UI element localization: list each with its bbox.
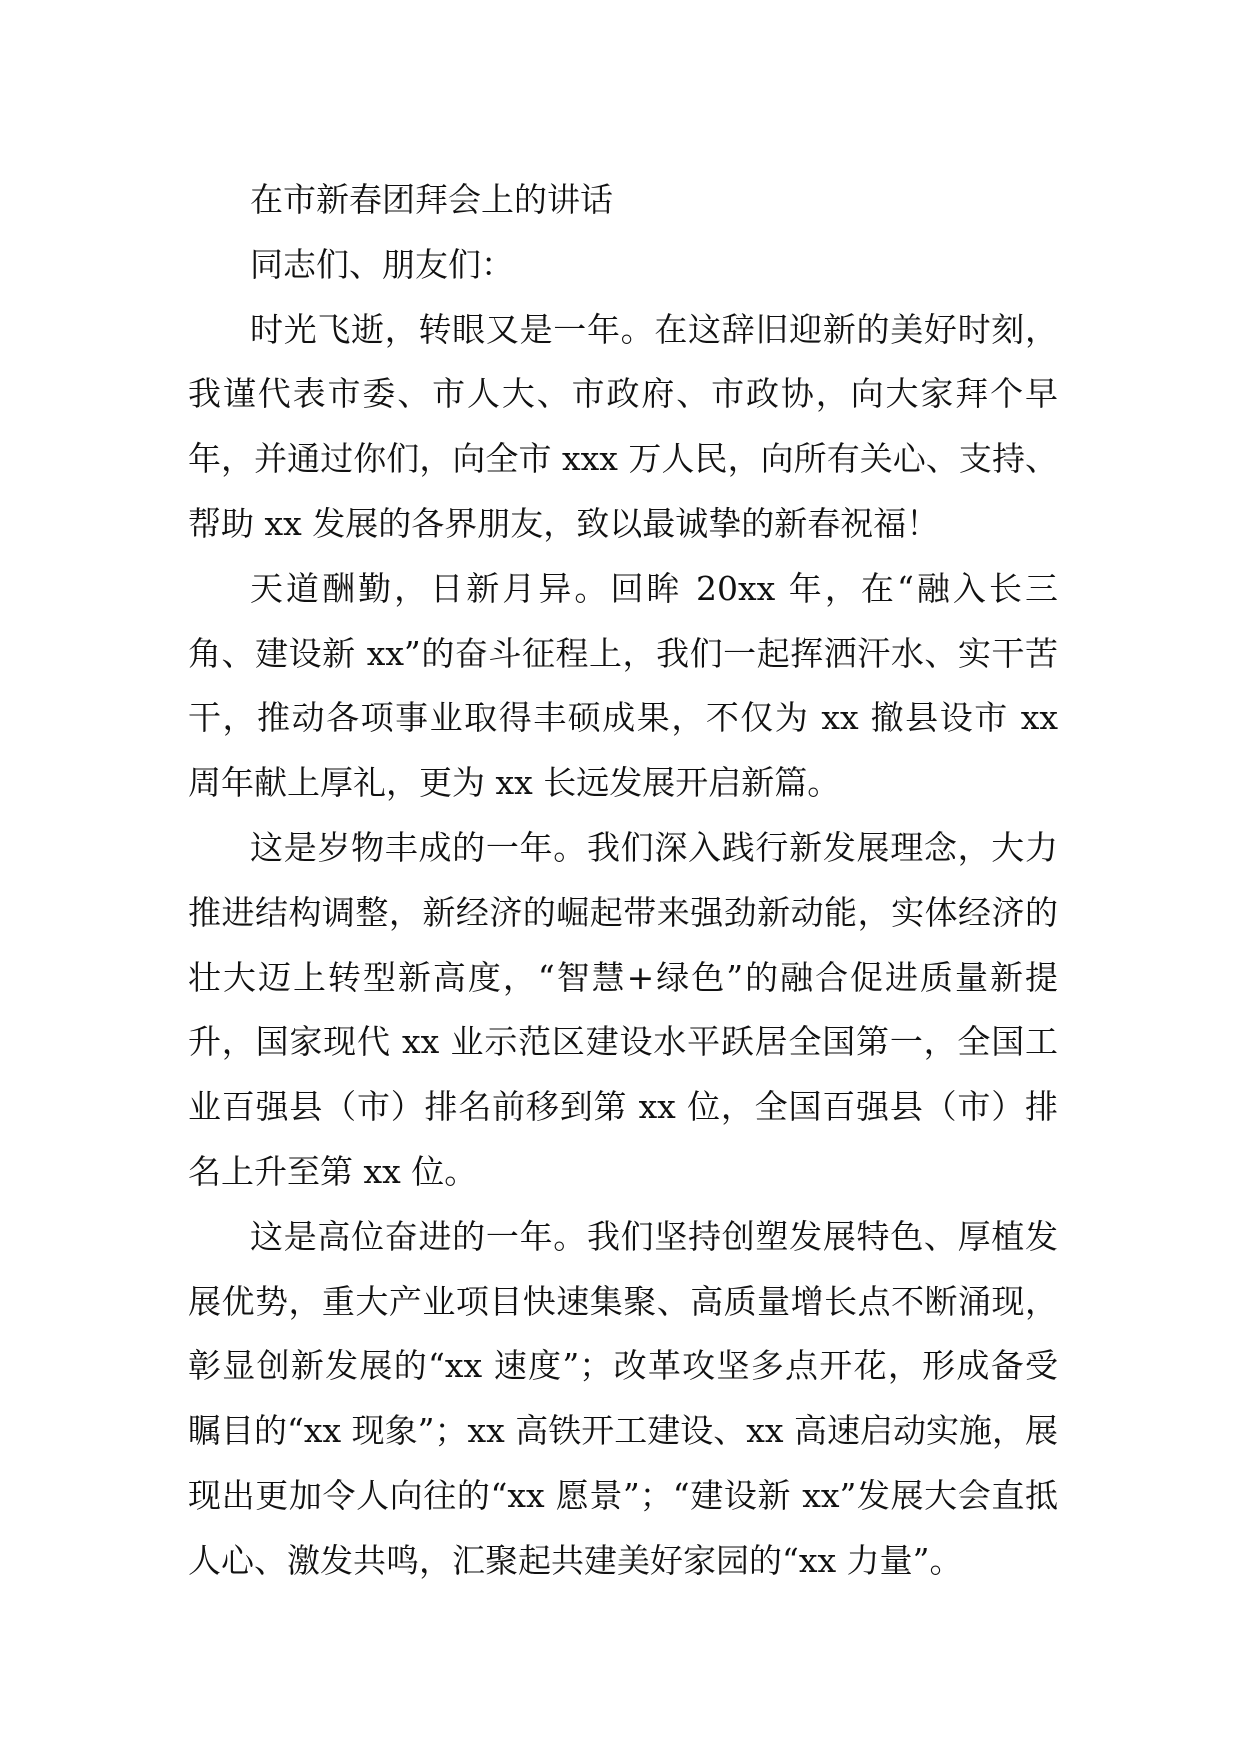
paragraph-2: 天道酬勤，日新月异。回眸 20xx 年，在“融入长三角、建设新 xx”的奋斗征程上，我们一起挥洒汗水、实干苦干，推动各项事业取得丰硕成果，不仅为 xx 撤县设市 xx 周年献上厚礼，更为 xx 长远发展开启新篇。 (188, 568, 1058, 803)
salutation: 同志们、朋友们： (250, 244, 514, 284)
paragraph-4: 这是高位奋进的一年。我们坚持创塑发展特色、厚植发展优势，重大产业项目快速集聚、高质量增长点不断涌现，彰显创新发展的“xx 速度”；改革攻坚多点开花，形成备受瞩目的“xx 现象”；xx 高铁开工建设、xx 高速启动实施，展现出更加令人向往的“xx 愿景”；“建设新 xx”发展大会直抵人心、激发共鸣，汇聚起共建美好家园的“xx 力量”。 (188, 1216, 1058, 1580)
document-title: 在市新春团拜会上的讲话 (250, 180, 613, 219)
paragraph-3: 这是岁物丰成的一年。我们深入践行新发展理念，大力推进结构调整，新经济的崛起带来强劲新动能，实体经济的壮大迈上转型新高度，“智慧+绿色”的融合促进质量新提升，国家现代 xx 业示范区建设水平跃居全国第一，全国工业百强县（市）排名前移到第 xx 位，全国百强县（市）排名上升至第 xx 位。 (188, 827, 1058, 1191)
paragraph-1: 时光飞逝，转眼又是一年。在这辞旧迎新的美好时刻，我谨代表市委、市人大、市政府、市政协，向大家拜个早年，并通过你们，向全市 xxx 万人民，向所有关心、支持、帮助 xx 发展的各界朋友，致以最诚挚的新春祝福！ (188, 309, 1058, 543)
document-body (188, 168, 1058, 1594)
